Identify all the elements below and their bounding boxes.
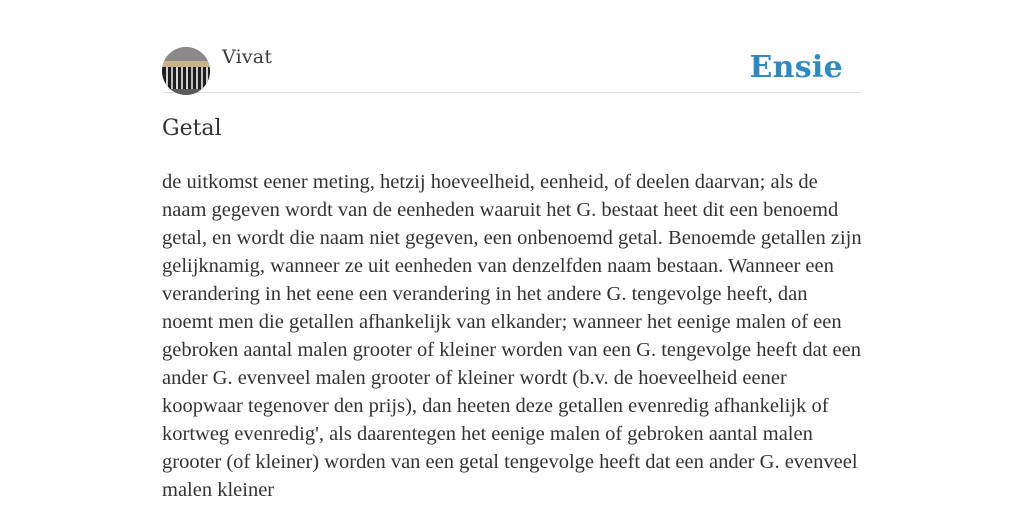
article-card <box>162 0 862 512</box>
avatar-image <box>162 47 210 95</box>
author-avatar[interactable] <box>162 47 210 95</box>
article-title: Getal <box>162 116 222 141</box>
article-body: de uitkomst eener meting, hetzij hoeveelheid, eenheid, of deelen daarvan; als de naam gegeven wordt van de eenheden waaruit het G. bestaat heet dit een benoemd getal, en wordt die naam niet gegeven, een onbenoemd getal. Benoemde getallen zijn gelijknamig, wanneer ze uit eenheden van denzelfden naam bestaan. Wanneer een verandering in het eene een verandering in het andere G. tengevolge heeft, dan noemt men die getallen afhankelijk van elkander; wanneer het eenige malen of een gebroken aantal malen grooter of kleiner worden van een G. tengevolge heeft dat een ander G. evenveel malen grooter of kleiner wordt (b.v. de hoeveelheid eener koopwaar tegenover den prijs), dan heeten deze getallen evenredig afhankelijk of kortweg evenredig', als daarentegen het eenige malen of gebroken aantal malen grooter (of kleiner) worden van een getal tengevolge heeft dat een ander G. evenveel malen kleiner <box>162 171 862 501</box>
article-header <box>162 0 862 93</box>
author-name[interactable]: Vivat <box>222 46 273 68</box>
brand-logo[interactable]: Ensie <box>749 50 843 85</box>
